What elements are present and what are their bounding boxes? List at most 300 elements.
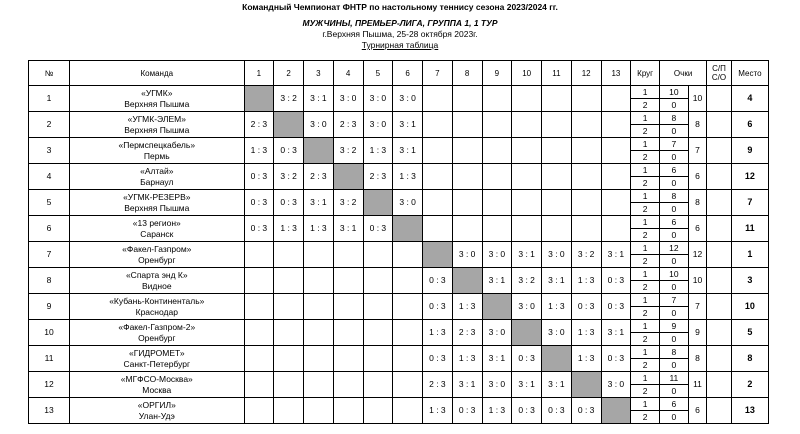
header-place: Место [731,61,768,86]
points-total: 7 [688,294,706,320]
team-city: Оренбург [138,332,176,343]
match-result-cell: 3 : 2 [512,268,542,294]
match-result-cell: 0 : 3 [571,294,601,320]
round-1: 1 [631,372,660,385]
team-city: Краснодар [135,306,178,317]
match-result-cell: 3 : 0 [512,294,542,320]
match-result-cell [542,164,572,190]
match-result-cell [452,86,482,112]
match-result-cell [304,242,334,268]
match-result-cell [244,320,274,346]
match-result-cell [571,138,601,164]
team-city: Оренбург [138,254,176,265]
round-2: 2 [631,229,660,242]
points-round-2: 0 [660,411,689,424]
sp-so [707,294,732,320]
header-opponent: 5 [363,61,393,86]
team-cell [70,294,244,320]
sp-so [707,372,732,398]
team-number: 1 [29,86,70,112]
match-result-cell [601,216,631,242]
match-result-cell: 3 : 1 [333,216,363,242]
round-2: 2 [631,411,660,424]
match-result-cell [393,268,423,294]
match-result-cell: 3 : 2 [274,86,304,112]
match-result-cell: 0 : 3 [274,190,304,216]
sp-so [707,242,732,268]
points-round-1: 10 [660,86,689,99]
match-result-cell: 3 : 2 [571,242,601,268]
match-result-cell [423,86,453,112]
team-row [29,372,769,385]
match-result-cell: 2 : 3 [304,164,334,190]
round-2: 2 [631,333,660,346]
points-round-2: 0 [660,255,689,268]
sp-so [707,216,732,242]
match-result-cell [542,112,572,138]
match-result-cell: 1 : 3 [363,138,393,164]
match-result-cell [452,138,482,164]
match-result-cell [304,372,334,398]
team-name: «13 регион» [132,217,181,228]
match-result-cell [244,372,274,398]
place: 8 [731,346,768,372]
team-city: Верхняя Пышма [124,202,190,213]
match-result-cell [244,294,274,320]
points-total: 10 [688,86,706,112]
header-opponent: 11 [542,61,572,86]
match-result-cell: 3 : 0 [363,112,393,138]
match-result-cell [571,112,601,138]
table-title: Турнирная таблица [361,40,439,50]
header-sp: С/П С/О [707,61,732,86]
round-1: 1 [631,398,660,411]
team-number: 2 [29,112,70,138]
match-result-cell: 1 : 3 [542,294,572,320]
match-result-cell: 1 : 3 [571,320,601,346]
match-result-cell: 3 : 1 [601,320,631,346]
points-total: 6 [688,398,706,424]
match-result-cell [601,164,631,190]
match-result-cell [393,294,423,320]
match-result-cell: 3 : 1 [452,372,482,398]
match-result-cell [423,138,453,164]
match-result-cell [393,372,423,398]
match-result-cell [274,320,304,346]
points-total: 8 [688,346,706,372]
match-result-cell [512,112,542,138]
team-number: 12 [29,372,70,398]
match-result-cell: 3 : 1 [393,138,423,164]
self-match-cell [393,216,423,242]
points-round-2: 0 [660,177,689,190]
match-result-cell [363,294,393,320]
match-result-cell [274,372,304,398]
place: 6 [731,112,768,138]
points-total: 8 [688,190,706,216]
team-number: 7 [29,242,70,268]
team-city: Верхняя Пышма [124,98,190,109]
match-result-cell [333,398,363,424]
self-match-cell [452,268,482,294]
team-number: 6 [29,216,70,242]
points-round-1: 11 [660,372,689,385]
match-result-cell [393,242,423,268]
match-result-cell: 3 : 1 [482,346,512,372]
team-name: «Факел-Газпром» [122,243,192,254]
team-row [29,112,769,125]
match-result-cell: 3 : 0 [363,86,393,112]
match-result-cell: 3 : 0 [542,242,572,268]
points-round-1: 9 [660,320,689,333]
match-result-cell [423,216,453,242]
match-result-cell: 0 : 3 [571,398,601,424]
team-row [29,346,769,359]
match-result-cell [482,190,512,216]
header-team: Команда [70,61,244,86]
round-1: 1 [631,268,660,281]
team-city: Саранск [140,228,174,239]
team-name: «УГМК-ЭЛЕМ» [127,113,186,124]
match-result-cell [452,216,482,242]
points-total: 11 [688,372,706,398]
points-round-2: 0 [660,281,689,294]
place: 12 [731,164,768,190]
match-result-cell [452,164,482,190]
points-round-2: 0 [660,229,689,242]
team-number: 4 [29,164,70,190]
match-result-cell [363,268,393,294]
match-result-cell [244,346,274,372]
match-result-cell [512,86,542,112]
place: 5 [731,320,768,346]
match-result-cell: 3 : 0 [452,242,482,268]
team-city: Верхняя Пышма [124,124,190,135]
match-result-cell [363,372,393,398]
match-result-cell [304,294,334,320]
team-cell [70,86,244,112]
match-result-cell [274,346,304,372]
header-num: № [29,61,70,86]
match-result-cell [601,112,631,138]
sp-so [707,190,732,216]
match-result-cell: 1 : 3 [571,268,601,294]
match-result-cell [571,216,601,242]
header-opponent: 4 [333,61,363,86]
match-result-cell: 3 : 1 [304,190,334,216]
round-2: 2 [631,385,660,398]
match-result-cell [274,294,304,320]
round-1: 1 [631,86,660,99]
match-result-cell [482,112,512,138]
match-result-cell [601,190,631,216]
match-result-cell [363,320,393,346]
round-2: 2 [631,255,660,268]
team-city: Пермь [143,150,170,161]
match-result-cell: 2 : 3 [333,112,363,138]
self-match-cell [512,320,542,346]
match-result-cell: 3 : 0 [393,86,423,112]
match-result-cell: 1 : 3 [571,346,601,372]
header-opponent: 7 [423,61,453,86]
team-number: 8 [29,268,70,294]
header-opponent: 1 [244,61,274,86]
points-round-1: 6 [660,164,689,177]
place: 2 [731,372,768,398]
points-round-1: 6 [660,216,689,229]
match-result-cell [601,138,631,164]
match-result-cell: 3 : 1 [304,86,334,112]
team-row [29,86,769,99]
match-result-cell: 0 : 3 [512,346,542,372]
match-result-cell [542,138,572,164]
team-row [29,190,769,203]
match-result-cell [333,320,363,346]
header-opponent: 8 [452,61,482,86]
match-result-cell [304,398,334,424]
place: 9 [731,138,768,164]
match-result-cell [423,164,453,190]
match-result-cell: 0 : 3 [244,216,274,242]
points-round-2: 0 [660,203,689,216]
team-cell [70,398,244,424]
table-header-row [29,61,769,86]
header-opponent: 10 [512,61,542,86]
points-round-1: 10 [660,268,689,281]
match-result-cell [393,346,423,372]
team-row [29,398,769,411]
match-result-cell [571,164,601,190]
match-result-cell [304,320,334,346]
round-1: 1 [631,138,660,151]
round-1: 1 [631,320,660,333]
team-name: «УГМК-РЕЗЕРВ» [123,191,191,202]
match-result-cell: 3 : 1 [393,112,423,138]
sp-so [707,398,732,424]
match-result-cell: 3 : 1 [542,372,572,398]
points-round-2: 0 [660,359,689,372]
document-header [0,0,800,51]
match-result-cell [542,86,572,112]
sp-so [707,112,732,138]
team-cell [70,138,244,164]
match-result-cell: 3 : 0 [333,86,363,112]
header-opponent: 13 [601,61,631,86]
team-city: Видное [142,280,172,291]
match-result-cell: 1 : 3 [274,216,304,242]
team-cell [70,346,244,372]
team-name: «Кубань-Континенталь» [109,295,205,306]
match-result-cell: 3 : 0 [482,242,512,268]
match-result-cell: 2 : 3 [423,372,453,398]
team-row [29,138,769,151]
points-total: 10 [688,268,706,294]
team-cell [70,268,244,294]
self-match-cell [304,138,334,164]
match-result-cell [512,216,542,242]
round-1: 1 [631,346,660,359]
match-result-cell: 0 : 3 [244,190,274,216]
match-result-cell: 0 : 3 [601,268,631,294]
team-city: Барнаул [140,176,174,187]
self-match-cell [601,398,631,424]
match-result-cell: 3 : 1 [601,242,631,268]
place: 1 [731,242,768,268]
match-result-cell [482,138,512,164]
sp-so [707,320,732,346]
match-result-cell [274,268,304,294]
team-name: «Факел-Газпром-2» [118,321,196,332]
match-result-cell [452,190,482,216]
sp-so [707,138,732,164]
match-result-cell [274,242,304,268]
match-result-cell: 1 : 3 [452,346,482,372]
match-result-cell [423,112,453,138]
team-row [29,268,769,281]
match-result-cell [333,372,363,398]
match-result-cell [512,164,542,190]
self-match-cell [274,112,304,138]
points-total: 12 [688,242,706,268]
team-cell [70,190,244,216]
self-match-cell [244,86,274,112]
round-2: 2 [631,281,660,294]
round-1: 1 [631,164,660,177]
points-round-1: 7 [660,294,689,307]
place: 3 [731,268,768,294]
round-1: 1 [631,112,660,125]
match-result-cell [423,190,453,216]
round-2: 2 [631,177,660,190]
team-number: 9 [29,294,70,320]
team-number: 10 [29,320,70,346]
match-result-cell [333,346,363,372]
standings-table [28,60,769,424]
points-total: 9 [688,320,706,346]
team-row [29,294,769,307]
place: 10 [731,294,768,320]
match-result-cell [512,138,542,164]
points-total: 6 [688,216,706,242]
team-number: 13 [29,398,70,424]
points-round-2: 0 [660,99,689,112]
team-cell [70,320,244,346]
self-match-cell [571,372,601,398]
place: 7 [731,190,768,216]
match-result-cell: 3 : 0 [542,320,572,346]
match-result-cell: 3 : 0 [482,320,512,346]
points-round-1: 8 [660,346,689,359]
points-round-2: 0 [660,385,689,398]
match-result-cell [393,398,423,424]
points-round-1: 7 [660,138,689,151]
points-round-2: 0 [660,125,689,138]
match-result-cell: 3 : 0 [393,190,423,216]
sp-so [707,346,732,372]
round-2: 2 [631,99,660,112]
match-result-cell: 2 : 3 [244,112,274,138]
points-total: 7 [688,138,706,164]
match-result-cell: 1 : 3 [452,294,482,320]
match-result-cell: 0 : 3 [423,294,453,320]
match-result-cell [393,320,423,346]
round-2: 2 [631,203,660,216]
sp-so [707,86,732,112]
self-match-cell [482,294,512,320]
points-round-1: 12 [660,242,689,255]
match-result-cell: 1 : 3 [244,138,274,164]
match-result-cell [363,242,393,268]
header-opponent: 12 [571,61,601,86]
match-result-cell [601,86,631,112]
team-row [29,164,769,177]
match-result-cell [363,398,393,424]
match-result-cell [542,216,572,242]
round-1: 1 [631,294,660,307]
match-result-cell: 0 : 3 [601,346,631,372]
team-name: «УГМК» [141,87,173,98]
match-result-cell: 3 : 1 [512,372,542,398]
match-result-cell: 3 : 1 [512,242,542,268]
points-total: 8 [688,112,706,138]
round-2: 2 [631,125,660,138]
round-1: 1 [631,242,660,255]
header-points: Очки [660,61,707,86]
match-result-cell [333,268,363,294]
team-number: 5 [29,190,70,216]
points-round-2: 0 [660,307,689,320]
team-name: «Спарта энд К» [125,269,188,280]
team-name: «Пермспецкабель» [118,139,196,150]
team-cell [70,164,244,190]
team-number: 3 [29,138,70,164]
match-result-cell [304,346,334,372]
match-result-cell: 0 : 3 [423,346,453,372]
team-cell [70,112,244,138]
round-1: 1 [631,216,660,229]
match-result-cell: 1 : 3 [423,398,453,424]
match-result-cell: 3 : 1 [482,268,512,294]
sp-so [707,268,732,294]
championship-title: Командный Чемпионат ФНТР по настольному теннису сезона 2023/2024 гг. [242,2,558,12]
match-result-cell: 0 : 3 [244,164,274,190]
team-number: 11 [29,346,70,372]
match-result-cell: 2 : 3 [363,164,393,190]
team-row [29,320,769,333]
header-round: Круг [631,61,660,86]
match-result-cell: 3 : 2 [333,138,363,164]
team-name: «Алтай» [140,165,174,176]
header-opponent: 6 [393,61,423,86]
team-city: Санкт-Петербург [123,358,191,369]
header-opponent: 3 [304,61,334,86]
round-2: 2 [631,151,660,164]
team-name: «ОРГИЛ» [137,399,176,410]
match-result-cell: 3 : 2 [333,190,363,216]
venue-dates: г.Верхняя Пышма, 25-28 октября 2023г. [322,29,478,39]
sp-so [707,164,732,190]
match-result-cell [304,268,334,294]
points-round-1: 6 [660,398,689,411]
match-result-cell: 0 : 3 [601,294,631,320]
team-city: Улан-Удэ [138,410,175,421]
match-result-cell: 1 : 3 [304,216,334,242]
team-row [29,216,769,229]
round-2: 2 [631,307,660,320]
match-result-cell [452,112,482,138]
place: 13 [731,398,768,424]
points-round-1: 8 [660,112,689,125]
